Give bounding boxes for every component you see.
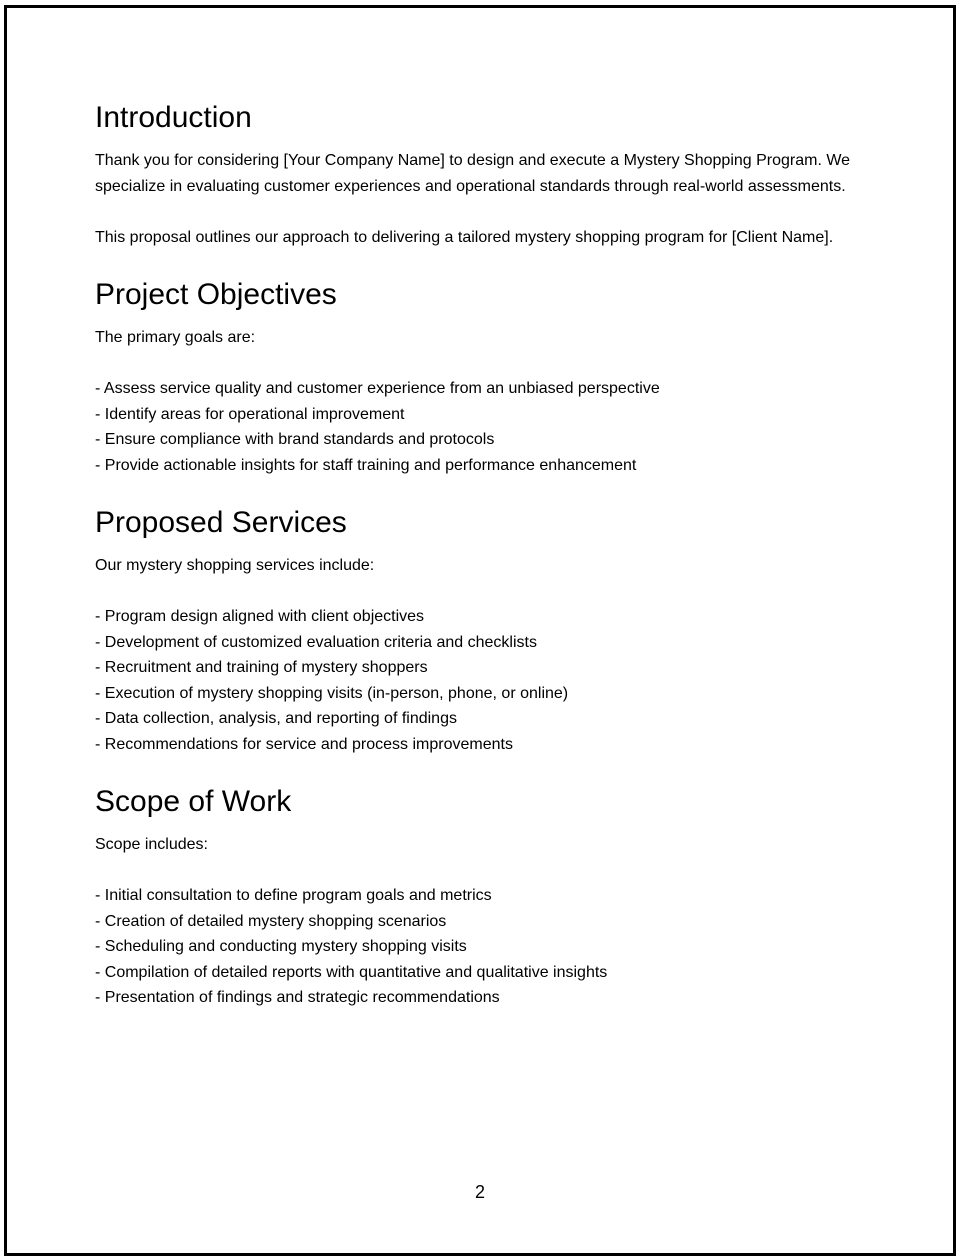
paragraph: Thank you for considering [Your Company Name] to design and execute a Mystery Shopping Program. We specialize in evaluating customer experiences and operational standards through real-world assessments. xyxy=(95,152,851,195)
list-item: - Initial consultation to define program goals and metrics xyxy=(95,887,492,904)
list-item: - Scheduling and conducting mystery shopping visits xyxy=(95,938,467,955)
list-item: - Recruitment and training of mystery shoppers xyxy=(95,659,428,676)
section-intro: The primary goals are: xyxy=(95,329,256,346)
paragraph: This proposal outlines our approach to delivering a tailored mystery shopping program for [Client Name]. xyxy=(95,228,834,246)
list-item: - Assess service quality and customer experience from an unbiased perspective xyxy=(95,380,660,397)
list-item: - Development of customized evaluation criteria and checklists xyxy=(95,633,537,651)
section-scope-of-work xyxy=(95,782,865,1011)
document-body xyxy=(95,98,865,1036)
list-item: - Compilation of detailed reports with quantitative and qualitative insights xyxy=(95,963,608,981)
section-intro: Our mystery shopping services include: xyxy=(95,557,375,574)
list-item: - Provide actionable insights for staff training and performance enhancement xyxy=(95,456,637,474)
section-proposed-services xyxy=(95,503,865,757)
section-project-objectives xyxy=(95,275,865,478)
list-item: - Creation of detailed mystery shopping scenarios xyxy=(95,912,447,930)
section-introduction xyxy=(95,98,865,250)
list-item: - Ensure compliance with brand standards and protocols xyxy=(95,431,495,448)
section-heading: Scope of Work xyxy=(95,785,292,818)
section-heading: Project Objectives xyxy=(95,278,337,311)
list-item: - Identify areas for operational improvement xyxy=(95,405,405,423)
list-item: - Presentation of findings and strategic recommendations xyxy=(95,989,500,1006)
list-item: - Recommendations for service and process improvements xyxy=(95,735,513,753)
list-item: - Execution of mystery shopping visits (in-person, phone, or online) xyxy=(95,684,569,702)
section-heading: Introduction xyxy=(95,101,252,134)
section-intro: Scope includes: xyxy=(95,836,208,853)
list-item: - Data collection, analysis, and reporting of findings xyxy=(95,710,457,727)
section-heading: Proposed Services xyxy=(95,506,347,539)
page-number: 2 xyxy=(474,1182,485,1202)
list-item: - Program design aligned with client objectives xyxy=(95,608,425,625)
